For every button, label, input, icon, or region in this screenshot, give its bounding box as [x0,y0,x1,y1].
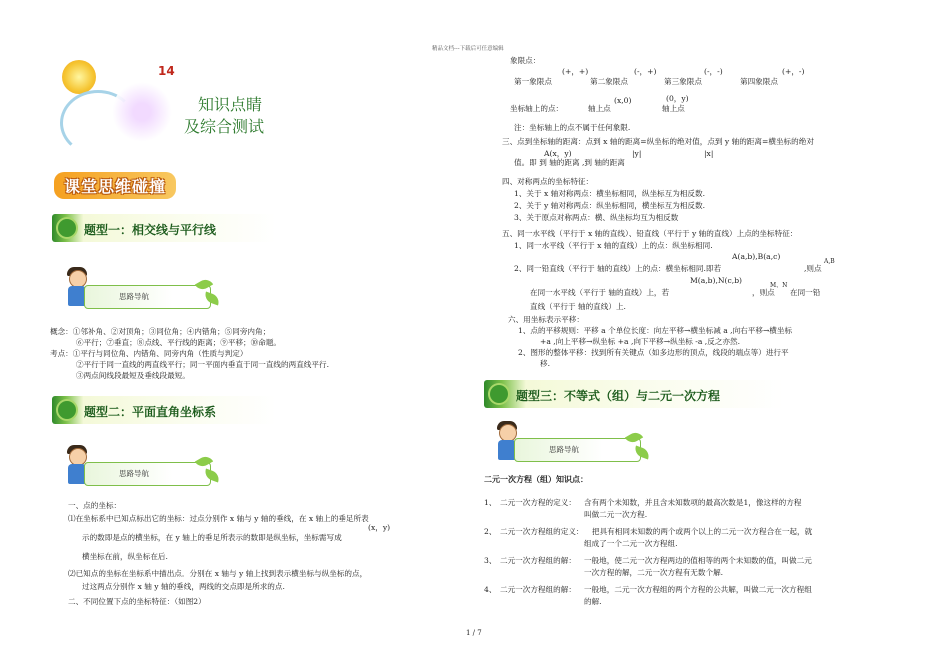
eq-item-3-term: 二元一次方程组的解： [500,556,576,565]
abs-x: |x| [704,149,714,158]
formula-2-tail: ，则点 [752,288,775,297]
distance-line-1: 三、点到坐标轴的距离：点到 x 轴的距离=纵坐标的绝对值，点到 y 轴的距离=横坐标的绝对 [502,137,814,146]
concept-line-3: 考点：①平行与同位角、内错角、同旁内角（性质与判定） [50,349,248,358]
eq-item-4-text2: 的解. [584,597,602,606]
eq-item-1-term: 二元一次方程的定义： [500,498,576,507]
formula-2-end: 在同一铅 [790,288,821,297]
topic2-guide-box [84,462,211,486]
coord-line-3: 示的数即是点的横坐标，在 y 轴上的垂足所表示的数即是纵坐标，坐标需写成 [82,533,342,542]
topic3-banner [484,380,784,408]
glow-decoration [112,82,172,142]
x-axis-label: 轴上点 [588,104,611,113]
coord-line-1: 一、点的坐标： [68,501,122,510]
eq-item-1-num: 1、 [484,498,497,507]
formula-1-tail: ,则点 [804,264,822,273]
eq-item-3-num: 3、 [484,556,497,565]
coord-line-7: 二、不同位置下点的坐标特征：（如图2） [68,597,206,606]
bullet-icon [58,401,76,419]
quadrant-1-label: 第一象限点 [514,77,552,86]
equation-section-title: 二元一次方程（组）知识点： [484,474,588,484]
coord-line-4: 横坐标在前，纵坐标在后. [82,552,168,561]
coord-form: (x，y) [368,523,391,532]
top-note: 精品文档---下载后可任意编辑 [432,46,504,52]
topic1-guide-label: 思路导航 [119,292,149,301]
abs-y: |y| [632,149,642,158]
eq-item-1-text: 含有两个未知数，并且含未知数项的最高次数是1，像这样的方程 [584,498,802,507]
y-axis-label: 轴上点 [662,104,685,113]
symmetry-2: 2、关于 y 轴对称两点：纵坐标相同，横坐标互为相反数. [514,201,706,210]
symmetry-title: 四、对称两点的坐标特征： [502,177,594,186]
eq-item-4-term: 二元一次方程组的解： [500,585,576,594]
quadrant-2-sign: (-，+) [634,67,657,76]
eq-item-4-num: 4、 [484,585,497,594]
quadrant-3-sign: (-，-) [704,67,723,76]
line-feature-1: 1、同一水平线（平行于 x 轴的直线）上的点：纵坐标相同. [514,241,713,250]
topic3-guide-label: 思路导航 [549,445,579,454]
line-feature-2: 2、同一铅直线（平行于 轴的直线）上的点：横坐标相同.即若 [514,264,722,273]
formula-1-side: A,B [824,258,835,265]
concept-line-1: 概念：①邻补角、②对顶角；③同位角；④内错角；⑤同旁内角； [50,327,271,336]
quadrant-4-sign: (+，-) [782,67,805,76]
translation-3: 2、图形的整体平移：找到所有关键点（如多边形的顶点，线段的端点等）进行平 [518,348,789,357]
eq-item-2-term: 二元一次方程组的定义： [500,527,584,536]
cover-art [52,52,292,162]
bullet-icon [58,219,76,237]
line-feature-title: 五、同一水平线（平行于 x 轴的直线）、铅直线（平行于 y 轴的直线）上点的坐标特征： [502,229,798,238]
quadrant-3-label: 第三象限点 [664,77,702,86]
eq-item-2-num: 2、 [484,527,497,536]
topic3-guide-box [514,438,641,462]
eq-item-2-text2: 组成了一个二元一次方程组. [584,539,678,548]
quadrant-title: 象限点： [510,56,541,65]
translation-1: 1、点的平移规则：平移 a 个单位长度：向左平移→横坐标减 a ,向右平移→横坐标 [518,326,793,335]
concept-line-2: ⑥平行；⑦垂直；⑧点线、平行线的距离；⑨平移；⑩命题。 [76,338,282,347]
line-feature-3: 在同一水平线（平行于 轴的直线）上，若 [530,288,670,297]
translation-2: +a ,向上平移→纵坐标 +a ,向下平移→纵坐标 -a ,反之亦然. [540,337,741,346]
quadrant-2-label: 第二象限点 [590,77,628,86]
eq-item-3-text: 一般地，使二元一次方程两边的值相等的两个未知数的值，叫做二元 [584,556,812,565]
line-feature-4: 直线（平行于 轴的直线）上. [530,302,626,311]
concept-line-5: ③两点间线段最短及垂线段最短。 [76,371,190,380]
eq-item-1-text2: 叫做二元一次方程. [584,510,648,519]
axis-points-text: 坐标轴上的点： [510,104,564,113]
topic2-guide-label: 思路导航 [119,469,149,478]
chapter-number: 14 [158,64,175,78]
translation-4: 移. [540,359,551,368]
axis-note: 注：坐标轴上的点不属于任何象限. [514,123,631,132]
distance-line-2: 值。即 到 轴的距离 ,到 轴的距离 [514,158,625,167]
eq-item-3-text2: 一次方程的解，二元一次方程有无数个解. [584,568,724,577]
symmetry-1: 1、关于 x 轴对称两点：横坐标相同，纵坐标互为相反数. [514,189,706,198]
sun-icon [62,60,96,94]
translation-title: 六、用坐标表示平移： [508,315,584,324]
x-axis-coord: (x,0) [614,96,632,105]
coord-line-6: 过这两点分别作 x 轴 y 轴的垂线，两线的交点即是所求的点. [82,582,285,591]
cover-title-line2: 及综合测试 [184,117,265,136]
formula-2-side: M、N [770,282,788,289]
quadrant-1-sign: (+，+) [562,67,589,76]
formula-1: A(a,b),B(a,c) [732,252,781,261]
topic3-title: 题型三：不等式（组）与二元一次方程 [516,389,721,403]
eq-item-2-text: 把具有相同未知数的两个或两个以上的二元一次方程合在一起，就 [592,527,813,536]
cover-title-line1: 知识点睛 [198,95,263,114]
topic1-title: 题型一：相交线与平行线 [84,223,217,237]
topic1-banner [52,214,276,242]
coord-line-2: ⑴在坐标系中已知点标出它的坐标：过点分别作 x 轴与 y 轴的垂线，在 x 轴上的垂足所表 [68,514,369,523]
topic2-title: 题型二：平面直角坐标系 [84,405,217,419]
section-banner: 课堂思维碰撞 [54,172,176,199]
topic1-guide-box [84,285,211,309]
quadrant-4-label: 第四象限点 [740,77,778,86]
formula-2: M(a,b),N(c,b) [690,276,743,285]
coord-line-5: ⑵已知点的坐标在坐标系中描出点．分别在 x 轴与 y 轴上找到表示横坐标与纵坐标的点， [68,569,368,578]
symmetry-3: 3、关于原点对称两点：横、纵坐标均互为相反数 [514,213,679,222]
point-a-label: A(x，y) [544,149,572,158]
topic2-banner [52,396,276,424]
page-number: 1 / 7 [466,629,482,637]
y-axis-coord: (0，y) [666,94,689,103]
concept-line-4: ②平行于同一直线的两直线平行；同一平面内垂直于同一直线的两直线平行. [76,360,330,369]
bullet-icon [490,385,508,403]
eq-item-4-text: 一般地，二元一次方程组的两个方程的公共解，叫做二元一次方程组 [584,585,812,594]
